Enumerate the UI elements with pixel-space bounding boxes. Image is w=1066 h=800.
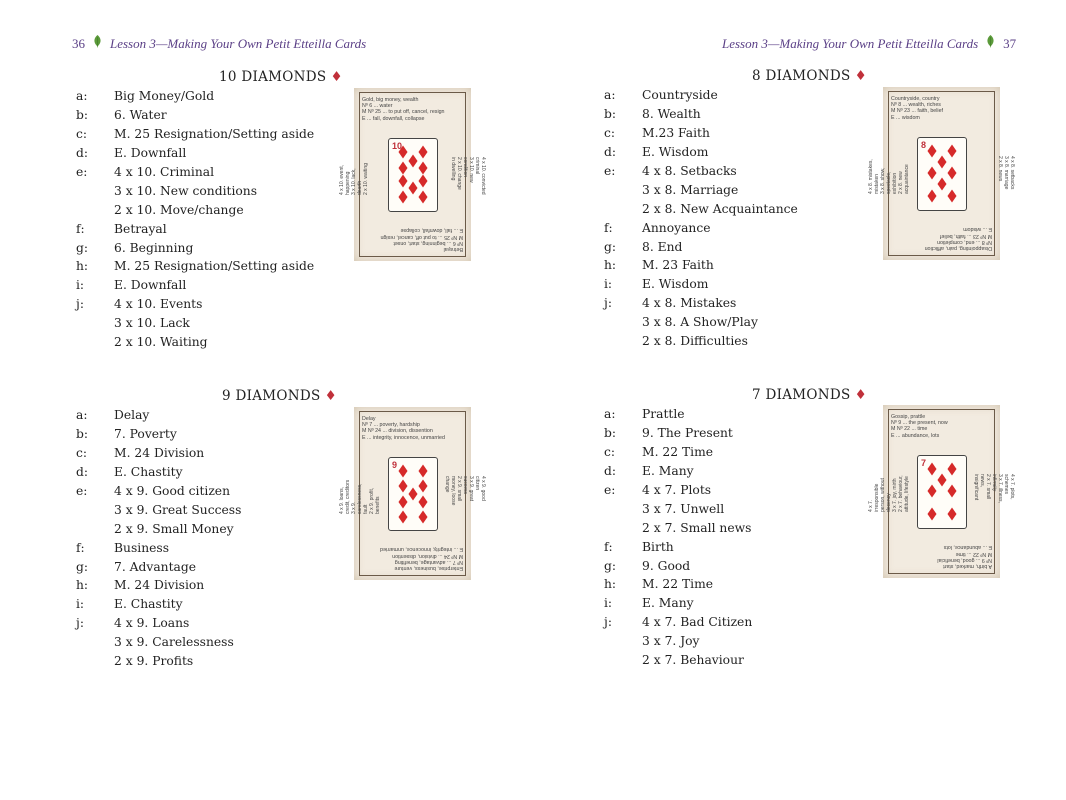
entry-text: 3 x 7. Unwell (642, 501, 725, 516)
playing-card-face (917, 455, 967, 529)
entry-row (604, 105, 798, 124)
entry-row (604, 405, 752, 424)
card-text-line: M Nº 25 ... to put off, cancel, resign (362, 109, 445, 116)
card-top-text (891, 414, 992, 439)
entry-label: j: (76, 616, 84, 631)
entry-text: M. 22 Time (642, 445, 714, 460)
entry-label: e: (604, 483, 616, 497)
card-text-line: 2 x 10. change in dwelling (450, 157, 462, 190)
card-image-8-diamonds (868, 87, 1015, 260)
card-rank: 9 (392, 460, 398, 470)
card-text-line: 4 x 7. irresponsible person, without decency (868, 478, 892, 512)
entry-row (604, 424, 752, 443)
card-text-line: E ... fall, downfall, collapse (400, 227, 463, 234)
entry-text: E. Wisdom (642, 277, 709, 292)
entry-text: 3 x 10. Lack (114, 316, 190, 331)
entry-text: 3 x 10. New conditions (114, 183, 258, 198)
entry-row (76, 219, 314, 238)
entry-label: c: (604, 126, 616, 141)
entry-text: Annoyance (642, 220, 711, 235)
entry-text: 4 x 9. Loans (114, 616, 190, 631)
card-text-line: Nº 7 ... advantage, benefiting (394, 558, 463, 565)
entry-text: E. Many (642, 464, 694, 479)
entry-text: E. Chastity (114, 597, 183, 612)
card-text-line: 2 x 8. news (997, 156, 1003, 182)
entry-label: h: (76, 259, 89, 274)
card-text-line: Countryside, country (891, 96, 940, 102)
card-rank: 8 (921, 140, 927, 150)
card-text-line: Gold, big money, wealth (362, 97, 419, 103)
card-text-line: 3 x 8. marriage (1003, 156, 1009, 190)
entry-text: 2 x 8. New Acquaintance (642, 201, 798, 216)
entry-label: a: (76, 408, 88, 423)
entry-label: i: (604, 277, 613, 292)
card-text-line: 2 x 8. new acquaintance (898, 164, 910, 194)
entry-text: 4 x 9. Good citizen (114, 484, 230, 498)
card-text-line: Nº 6 ... beginning, start, onset (393, 239, 463, 246)
card-text-line: M Nº 23 ... faith, belief (891, 108, 943, 115)
playing-card-face (917, 137, 967, 211)
entry-text: 2 x 10. Waiting (114, 335, 208, 350)
entry-label: i: (604, 596, 613, 611)
entry-row (604, 218, 798, 237)
card-text-line: 3 x 8. show, spectacle, exhibition (880, 167, 898, 194)
card-rank: 10 (392, 141, 403, 151)
entry-row (76, 538, 241, 557)
entry-text: 3 x 9. Carelessness (114, 635, 234, 650)
entry-row (76, 614, 241, 633)
entry-text: Delay (114, 408, 150, 423)
card-text-line: 3 x 7. illness, infirmity (991, 474, 1003, 503)
entry-label: f: (604, 220, 613, 235)
entry-label: d: (604, 145, 617, 160)
card-text-line: Nº 7 ... poverty, hardship (362, 422, 420, 429)
entry-row (76, 500, 241, 519)
entry-text: Prattle (642, 407, 685, 422)
entry-row (604, 143, 798, 162)
card-text-line: 4 x 8. mistakes, mistaken (868, 159, 880, 194)
entry-row (604, 180, 798, 199)
card-text-line: 2 x 9. small money, loose change (444, 476, 462, 506)
entry-row (76, 519, 241, 538)
card-text-line: Disappointing, pain, affliction (924, 245, 992, 251)
entry-text: 8. Wealth (642, 107, 701, 122)
leaf-icon (986, 35, 995, 52)
entry-row (76, 276, 314, 295)
entry-label: a: (604, 88, 616, 103)
diamond-suit-icon: ♦ (324, 388, 337, 404)
entry-row (76, 181, 314, 200)
entry-row (604, 256, 798, 275)
left-page-header (72, 35, 366, 52)
left-page-number: 36 (72, 35, 85, 51)
card-text-line: M Nº 25 ... to put off, cancel, resign (380, 233, 463, 240)
entry-row (76, 633, 241, 652)
card-text-line: 4 x 9. loans, credit, creditors (339, 479, 351, 514)
entry-text: 4 x 8. Setbacks (642, 164, 737, 178)
card-text-line: E ... wisdom (891, 114, 920, 121)
entry-row (604, 556, 752, 575)
entry-text: 7. Advantage (114, 559, 197, 574)
entry-label: f: (604, 539, 613, 554)
section-title-text: 7 DIAMONDS (752, 387, 851, 403)
card-bottom-text (362, 546, 463, 571)
entry-row (604, 237, 798, 256)
card-text-line: M Nº 24 ... division, dissention (392, 552, 463, 559)
entry-row (76, 482, 241, 501)
card-image-7-diamonds (868, 405, 1015, 578)
card-text-line: M Nº 22 ... time (955, 550, 992, 557)
entry-text: 2 x 10. Move/change (114, 202, 244, 217)
entry-row (76, 425, 241, 444)
card-bottom-text (891, 226, 992, 251)
card-text-line: Nº 8 ... wealth, riches (891, 102, 941, 109)
entry-label: h: (604, 577, 617, 592)
entry-row (604, 162, 798, 181)
entry-text: 2 x 8. Difficulties (642, 334, 748, 349)
playing-card-face (388, 457, 438, 531)
card-text-line: Gossip, prattle (891, 414, 926, 420)
entry-label: d: (76, 146, 89, 161)
entry-text: M. 23 Faith (642, 258, 714, 273)
entry-row (76, 238, 314, 257)
entry-text: 3 x 8. A Show/Play (642, 315, 758, 330)
entry-row (604, 613, 752, 632)
entry-label: g: (604, 558, 617, 573)
entry-text: 2 x 7. Small news (642, 520, 752, 535)
entry-row (604, 594, 752, 613)
card-text-line: E ... fall, downfall, collapse (362, 115, 425, 122)
entry-label: g: (76, 559, 89, 574)
entry-label: j: (604, 296, 612, 311)
entry-row (604, 651, 752, 670)
card-text-line: Nº 9 ... the present, now (891, 420, 948, 427)
card-text-line: Nº 9 ... good, beneficial (937, 556, 992, 563)
entry-label: f: (76, 221, 85, 236)
entry-row (76, 200, 314, 219)
entry-text: 3 x 7. Joy (642, 634, 700, 649)
entry-list (76, 406, 241, 670)
entry-row (76, 125, 314, 144)
card-text-line: Delay (362, 416, 376, 422)
card-text-line: 3 x 10. lack, dearth (351, 168, 363, 195)
entry-row (76, 576, 241, 595)
playing-card-face (388, 138, 438, 212)
entry-list (604, 405, 752, 669)
entry-text: M.23 Faith (642, 126, 710, 141)
entry-row (604, 481, 752, 500)
entry-row (604, 124, 798, 143)
section-title-text: 10 DIAMONDS (219, 69, 327, 85)
entry-label: d: (604, 464, 617, 479)
entry-label: e: (76, 484, 88, 498)
card-text-line: E ... abundance, lots (943, 544, 992, 551)
entry-row (604, 462, 752, 481)
entry-text: 2 x 9. Small Money (114, 521, 234, 536)
section-title (752, 387, 867, 403)
entry-row (604, 518, 752, 537)
entry-list (76, 87, 314, 351)
card-text-line: E ... wisdom (963, 226, 992, 233)
entry-label: h: (604, 258, 617, 273)
entry-label: b: (604, 426, 617, 441)
entry-text: E. Many (642, 596, 694, 611)
entry-label: j: (604, 615, 612, 630)
entry-label: a: (76, 89, 88, 104)
section-title (222, 388, 337, 404)
card-image-9-diamonds (339, 407, 486, 580)
entry-text: Big Money/Gold (114, 89, 215, 104)
card-rank: 7 (921, 458, 927, 468)
entry-row (604, 443, 752, 462)
right-page-title: Lesson 3—Making Your Own Petit Etteilla Cards (722, 35, 979, 51)
entry-text: 4 x 7. Plots (642, 483, 712, 497)
card-text-line: 2 x 9. profit, benefits (369, 487, 381, 514)
entry-text: 2 x 7. Behaviour (642, 653, 744, 668)
card-text-line: E ... integrity, innocence, unmarried (380, 546, 463, 553)
card-text-line: M Nº 23 ... faith, belief (940, 232, 992, 239)
entry-label: g: (76, 240, 89, 255)
card-text-line: Nº 8 ... end, completion (937, 238, 992, 245)
entry-row (76, 257, 314, 276)
card-top-text (362, 416, 463, 441)
entry-row (604, 294, 798, 313)
card-text-line: 3 x 9. great success (462, 476, 474, 502)
entry-row (604, 86, 798, 105)
entry-row (76, 163, 314, 182)
entry-row (604, 537, 752, 556)
leaf-icon (93, 35, 102, 52)
entry-label: i: (76, 597, 85, 612)
entry-label: e: (604, 164, 616, 178)
entry-label: d: (76, 465, 89, 480)
card-text-line: 3 x 10. new condition (462, 157, 474, 183)
entry-text: 6. Beginning (114, 240, 194, 255)
entry-row (604, 275, 798, 294)
card-top-text (362, 97, 463, 122)
card-bottom-text (362, 227, 463, 252)
card-text-line: A birth, marked, start (943, 563, 992, 569)
card-top-text (891, 96, 992, 121)
diamond-suit-icon: ♦ (854, 387, 867, 403)
entry-label: j: (76, 297, 84, 312)
entry-text: Business (114, 540, 170, 555)
right-page-header (722, 35, 1016, 52)
entry-row (604, 199, 798, 218)
entry-label: i: (76, 278, 85, 293)
entry-row (76, 87, 314, 106)
entry-label: b: (604, 107, 617, 122)
entry-row (76, 314, 314, 333)
card-text-line: Betrayal (443, 246, 463, 252)
entry-text: M. 25 Resignation/Setting aside (114, 127, 315, 142)
entry-list (604, 86, 798, 350)
entry-text: 8. End (642, 239, 683, 254)
section-title (219, 69, 343, 85)
entry-label: c: (76, 446, 88, 461)
entry-text: 9. The Present (642, 426, 733, 441)
card-text-line: 2 x 7. small news, insignificant (973, 474, 991, 501)
entry-row (604, 313, 798, 332)
entry-label: e: (76, 165, 88, 179)
entry-row (76, 295, 314, 314)
entry-label: c: (604, 445, 616, 460)
card-text-line: E ... abundance, lots (891, 432, 940, 439)
diamond-suit-icon: ♦ (854, 68, 867, 84)
entry-text: 4 x 7. Bad Citizen (642, 615, 753, 630)
entry-text: 3 x 8. Marriage (642, 182, 739, 197)
entry-row (604, 575, 752, 594)
entry-text: 2 x 9. Profits (114, 654, 194, 669)
section-title (752, 68, 867, 84)
entry-text: 4 x 8. Mistakes (642, 296, 737, 311)
card-text-line: M Nº 24 ... division, dissention (362, 428, 433, 435)
entry-label: c: (76, 127, 88, 142)
right-page-number: 37 (1003, 35, 1017, 51)
entry-text: 3 x 9. Great Success (114, 502, 242, 517)
card-text-line: 3 x 9. carelessness, fault (351, 483, 369, 514)
entry-row (76, 333, 314, 352)
entry-row (76, 144, 314, 163)
entry-text: E. Wisdom (642, 145, 709, 160)
entry-row (76, 557, 241, 576)
section-title-text: 8 DIAMONDS (752, 68, 851, 84)
card-text-line: 2 x 10. waiting (363, 163, 369, 195)
entry-row (76, 406, 241, 425)
entry-row (604, 332, 798, 351)
section-title-text: 9 DIAMONDS (222, 388, 321, 404)
entry-label: g: (604, 239, 617, 254)
entry-text: E. Downfall (114, 278, 187, 293)
left-page-title: Lesson 3—Making Your Own Petit Etteilla Cards (110, 35, 367, 51)
entry-label: a: (604, 407, 616, 422)
entry-text: 6. Water (114, 108, 167, 123)
card-text-line: E ... integrity, innocence, unmarried (362, 434, 445, 441)
entry-row (604, 632, 752, 651)
card-text-line: 4 x 9. good citizen (474, 476, 486, 501)
entry-text: 7. Poverty (114, 427, 177, 442)
card-text-line: Nº 6 ... water (362, 103, 393, 110)
entry-row (76, 652, 241, 671)
entry-label: f: (76, 540, 85, 555)
entry-text: E. Chastity (114, 465, 183, 480)
entry-text: 9. Good (642, 558, 691, 573)
card-text-line: 4 x 7. plots, schemes (1003, 474, 1015, 500)
entry-text: Birth (642, 539, 674, 554)
card-image-10-diamonds (339, 88, 486, 261)
entry-row (76, 595, 241, 614)
card-text-line: 2 x 7. behaviour, attitude, lifestyle (898, 475, 910, 512)
entry-text: Countryside (642, 88, 718, 103)
entry-label: b: (76, 108, 89, 123)
entry-text: M. 25 Resignation/Setting aside (114, 259, 315, 274)
entry-row (604, 499, 752, 518)
card-bottom-text (891, 544, 992, 569)
entry-text: M. 24 Division (114, 578, 205, 593)
card-text-line: M Nº 22 ... time (891, 426, 928, 433)
card-text-line: Enterprise, business, venture (394, 565, 463, 571)
card-text-line: 4 x 10. event, happening (339, 164, 351, 195)
card-text-line: 3 x 7. joy, mirth (892, 478, 898, 512)
entry-text: Betrayal (114, 221, 167, 236)
entry-label: h: (76, 578, 89, 593)
entry-row (76, 106, 314, 125)
entry-row (76, 444, 241, 463)
entry-text: M. 24 Division (114, 446, 205, 461)
card-text-line: 4 x 10. convicted criminal (474, 157, 486, 195)
entry-label: b: (76, 427, 89, 442)
card-text-line: 4 x 8. setbacks (1009, 156, 1015, 190)
entry-text: M. 22 Time (642, 577, 714, 592)
diamond-suit-icon: ♦ (330, 69, 343, 85)
entry-text: E. Downfall (114, 146, 187, 161)
entry-row (76, 463, 241, 482)
entry-text: 4 x 10. Criminal (114, 165, 215, 179)
entry-text: 4 x 10. Events (114, 297, 203, 312)
